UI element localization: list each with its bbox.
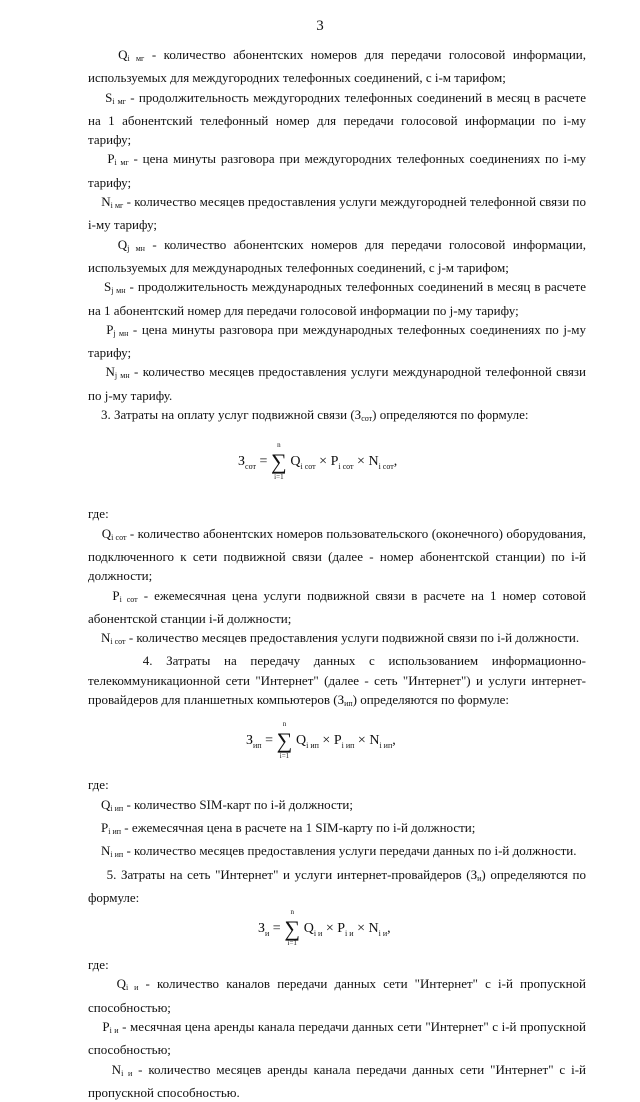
definition-item: $P_{i мг}$ - цена минуты разговора при междугородних телефонных соединениях по i-му тарифу; <box>88 151 586 190</box>
definition-item: $Q_{i ип}$ - количество SIM-карт по i-й должности; <box>101 796 353 813</box>
definition-item: $Q_{j мн}$ - количество абонентских номеров для передачи голосовой информации, используемых для международных телефонных соединений, с j-м тарифом; <box>88 236 586 275</box>
variable-symbol: $Q_{i мг}$ <box>118 47 145 63</box>
document-body <box>88 45 586 1102</box>
sum-icon: ∑ n i=1 <box>276 720 293 760</box>
variable-symbol: $P_{i мг}$ <box>107 151 129 168</box>
variable-symbol: $N_{i ип}$ <box>101 843 124 860</box>
section-5-heading: 5. Затраты на сеть "Интернет" и услуги интернет-провайдеров $(З_и)$ определяются по формуле: <box>88 866 586 905</box>
definition-item: $P_{i сот}$ - ежемесячная цена услуги подвижной связи в расчете на 1 номер сотовой абонентской станции i-й должности; <box>88 587 587 626</box>
formula-internet: $З_и$ = ∑ n i=1 $Q_{i и} \times P_{i и} \times N_{i и}$, <box>258 908 391 948</box>
variable-symbol: $P_{i сот}$ <box>112 587 138 604</box>
definition-item: $Q_{i сот}$ - количество абонентских номеров пользовательского (оконечного) оборудования, подключенного к сети подвижной связи (далее - номер абонентской станции) по i-й должности; <box>88 525 586 584</box>
variable-symbol: $Q_{j мн}$ <box>117 236 145 253</box>
variable-symbol: $N_{j мн}$ <box>105 364 130 381</box>
definitions-list-a <box>88 45 586 405</box>
definition-item: $N_{i ип}$ - количество месяцев предоставления услуги передачи данных по i-й должности. <box>101 843 577 860</box>
definition-item: $P_{i и}$ - месячная цена аренды канала передачи данных сети "Интернет" с i-й пропускной способностью; <box>88 1018 587 1058</box>
definition-item: $Q_{i и}$ - количество каналов передачи данных сети "Интернет" с i-й пропускной способностью; <box>88 976 587 1015</box>
definition-item: $P_{i ип}$ - ежемесячная цена в расчете на 1 SIM-карту по i-й должности; <box>101 819 476 836</box>
variable-symbol: $З_{сот}$ <box>354 407 373 424</box>
variable-symbol: $S_{i мг}$ <box>105 89 126 106</box>
formula-internet-tablets: $З_{ип}$ = ∑ n i=1 $Q_{i ип} \times P_{i ип} \times N_{i ип}$, <box>246 720 396 760</box>
variable-symbol: $З_и$ <box>470 866 482 883</box>
variable-symbol: $P_{j мн}$ <box>106 321 129 338</box>
page-number: 3 <box>316 18 324 34</box>
variable-symbol: $Q_{i сот}$ <box>101 525 127 542</box>
definition-item: $S_{j мн}$ - продолжительность международных телефонных соединений в месяц в расчете на 1 абонентский номер для передачи голосовой информации по j-му тарифу; <box>88 279 586 318</box>
where-label: где: <box>88 957 109 973</box>
where-label: где: <box>88 506 109 522</box>
definition-item: $N_{i и}$ - количество месяцев аренды канала передачи данных сети "Интернет" с i-й пропускной способностью. <box>88 1061 586 1100</box>
variable-symbol: $N_{i мг}$ <box>101 194 124 211</box>
where-label: где: <box>88 777 109 793</box>
variable-symbol: $S_{j мн}$ <box>103 279 126 296</box>
section-4-heading: 4. Затраты на передачу данных с использованием информационно-телекоммуникационной сети "Интернет" (далее - сеть "Интернет") и услуги интернет-провайдеров для планшетных компьютеров $(З_{ип})$ определяются по формуле: <box>88 653 587 709</box>
definition-item: $N_{j мн}$ - количество месяцев предоставления услуги международной телефонной связи по j-му тарифу. <box>88 364 586 403</box>
variable-symbol: $З_{ип}$ <box>337 692 353 709</box>
variable-symbol: $P_{i ип}$ <box>101 819 122 836</box>
formula-mobile: $З_{сот}$ = ∑ n i=1 $Q_{i сот} \times P_{i сот} \times N_{i сот}$, <box>238 441 398 481</box>
variable-symbol: $N_{i и}$ <box>111 1061 133 1078</box>
sum-icon: ∑ n i=1 <box>271 441 287 481</box>
sum-icon: ∑ n i=1 <box>284 908 301 948</box>
definition-item: $Q_{i мг}$ - количество абонентских номеров для передачи голосовой информации, используемых для междугородних телефонных соединений, с i-м тарифом; <box>88 47 587 86</box>
definition-item: $S_{i мг}$ - продолжительность междугородних телефонных соединений в месяц в расчете на 1 абонентский телефонный номер для передачи голосовой информации по i-му тарифу; <box>88 89 587 148</box>
definition-item: $N_{i сот}$ - количество месяцев предоставления услуги подвижной связи по i-й должности. <box>101 630 580 647</box>
variable-symbol: $Q_{i и}$ <box>116 976 139 993</box>
variable-symbol: $N_{i сот}$ <box>101 630 126 647</box>
definition-item: $N_{i мг}$ - количество месяцев предоставления услуги междугородней телефонной связи по i-му тарифу; <box>88 194 586 233</box>
definition-item: $P_{j мн}$ - цена минуты разговора при международных телефонных соединениях по j-му тарифу; <box>88 321 586 361</box>
section-3-heading: 3. Затраты на оплату услуг подвижной связи $(З_{сот})$ определяются по формуле: <box>101 407 529 424</box>
variable-symbol: $P_{i и}$ <box>102 1018 119 1035</box>
variable-symbol: $Q_{i ип}$ <box>101 796 124 813</box>
